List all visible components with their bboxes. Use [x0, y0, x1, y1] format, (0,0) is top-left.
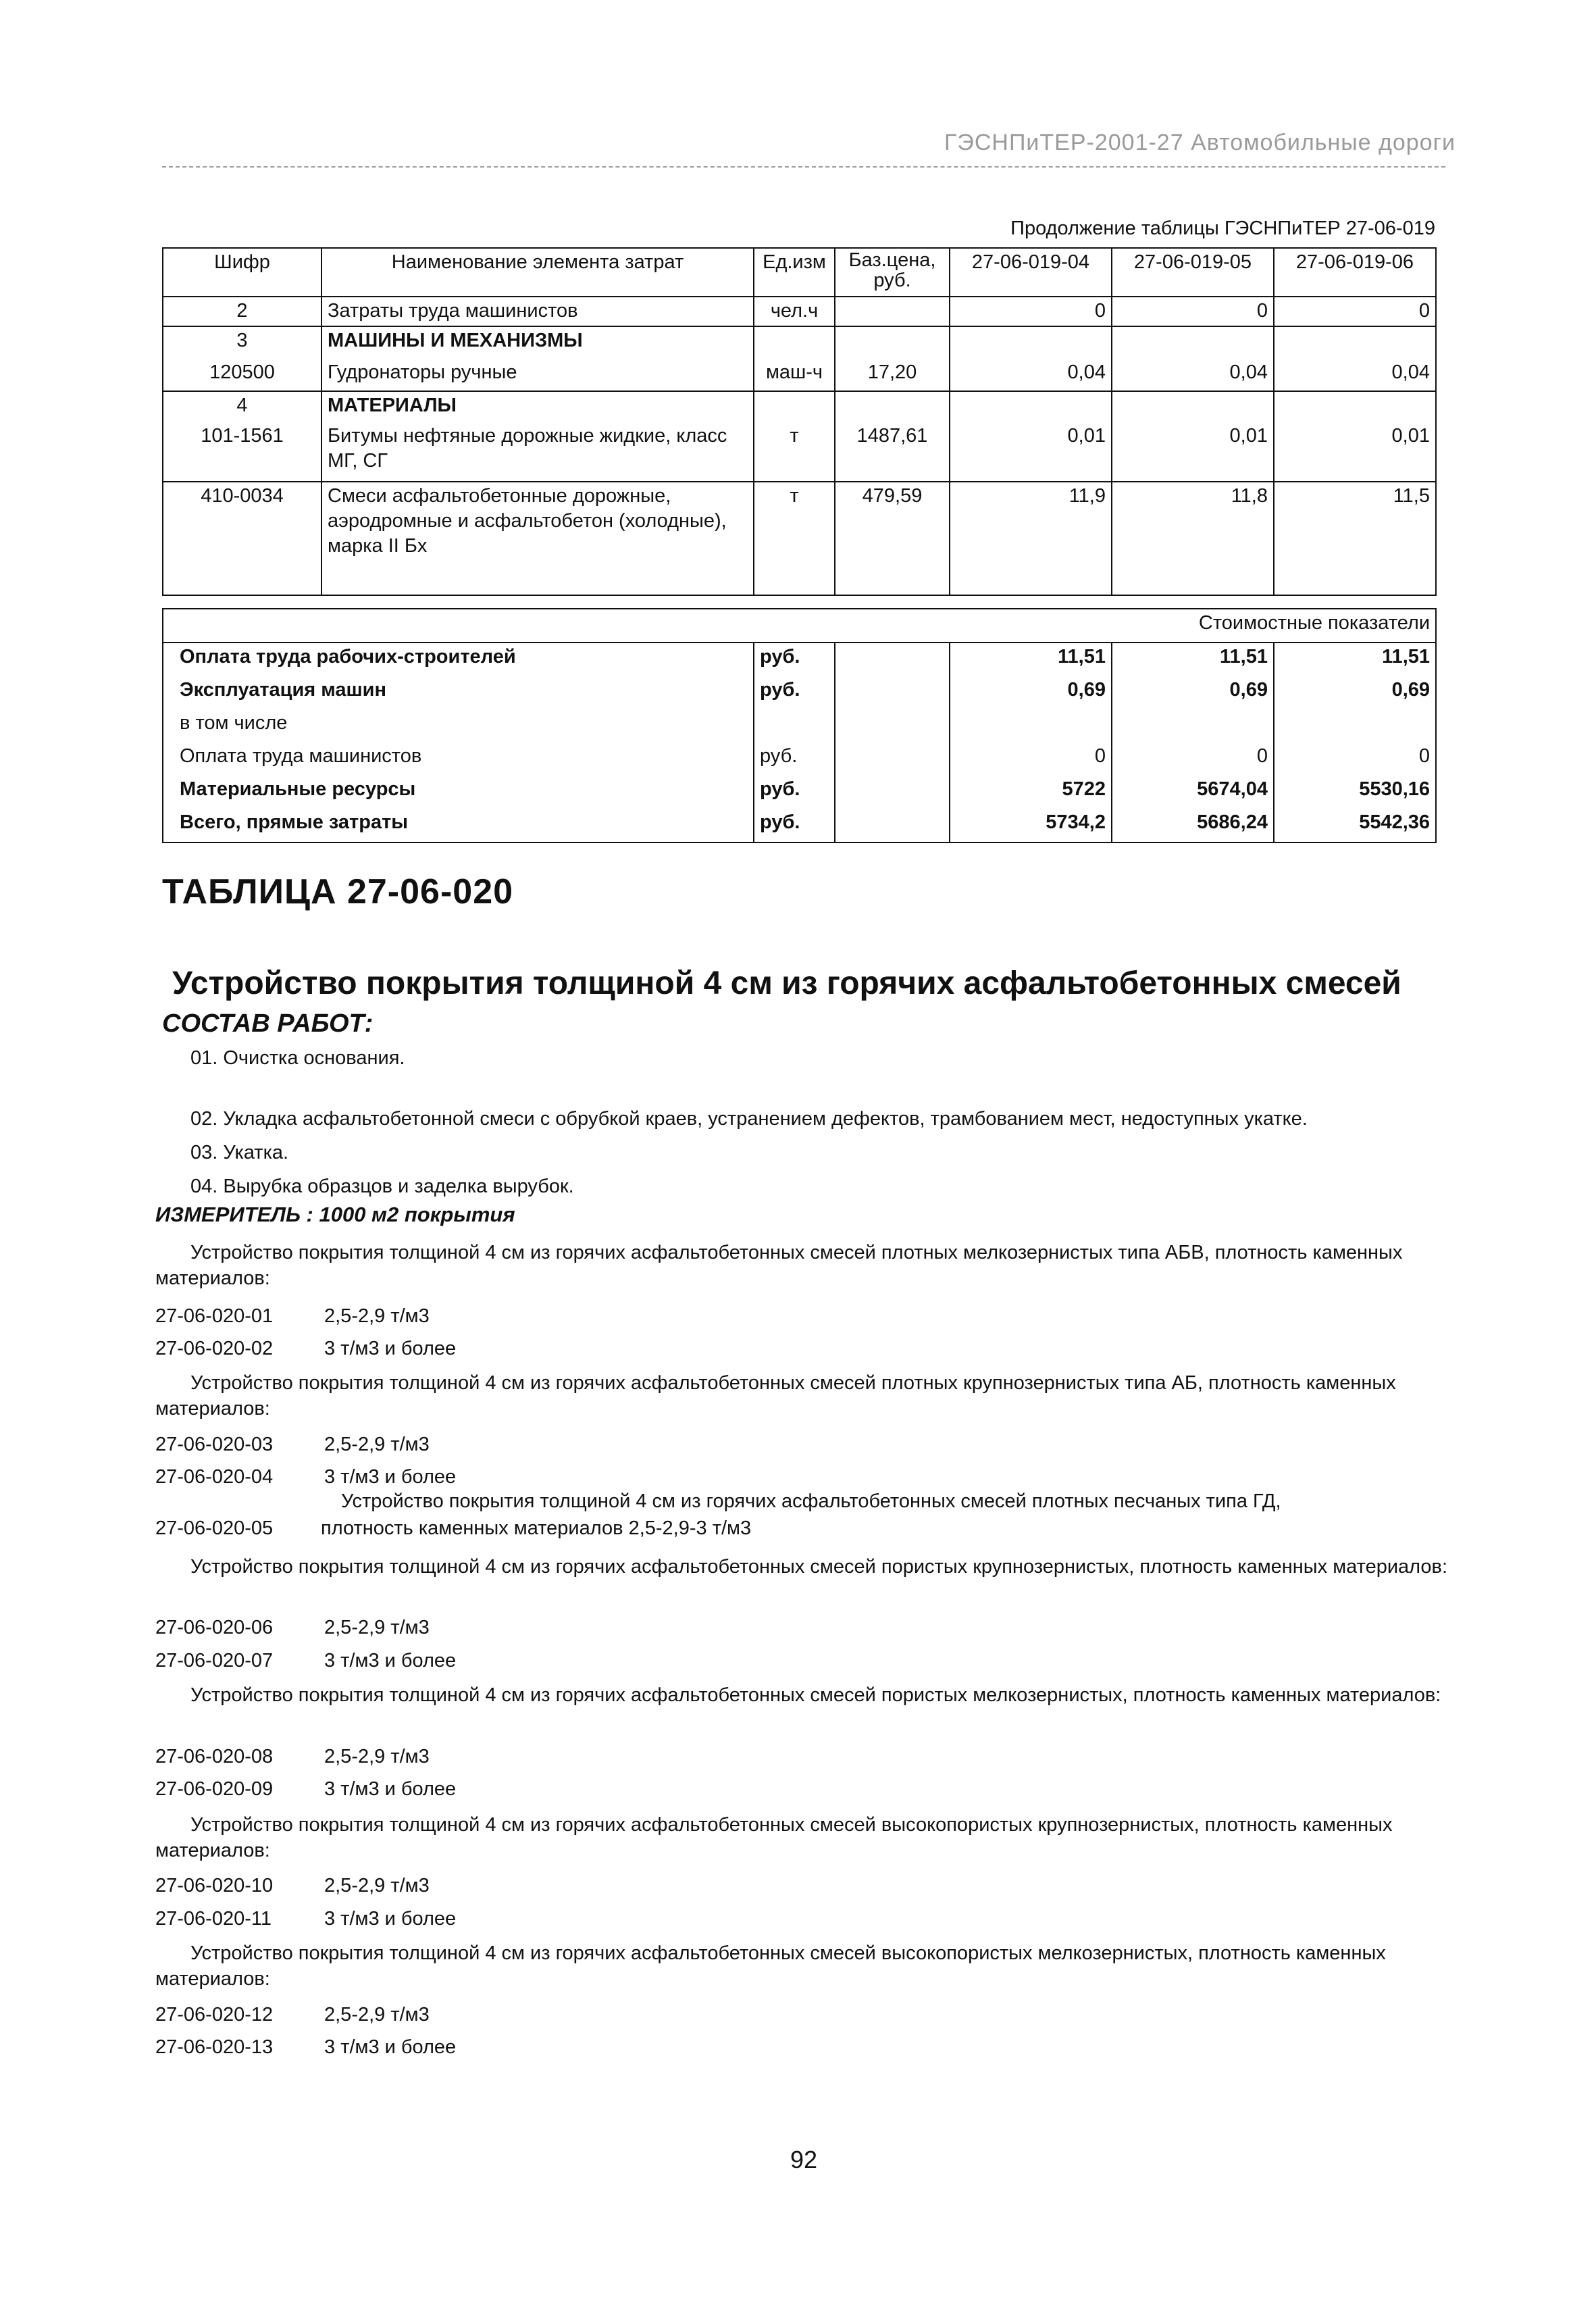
work-item: 01. Очистка основания. [190, 1047, 405, 1069]
row-code: 4 [163, 391, 321, 422]
item-code: 27-06-020-08 [155, 1746, 274, 1767]
row-name: Гудронаторы ручные [321, 359, 754, 391]
inline-description: Устройство покрытия толщиной 4 см из горячих асфальтобетонных смесей плотных песчаных типа ГД, [341, 1490, 1281, 1512]
row-value: 0,01 [950, 422, 1112, 482]
row-unit: маш-ч [754, 359, 835, 391]
row-value: 0,04 [1112, 359, 1274, 391]
cost-row [163, 676, 1436, 709]
cost-value: 0,69 [1112, 676, 1274, 709]
item-code: 27-06-020-09 [155, 1778, 274, 1800]
row-code: 120500 [163, 359, 321, 391]
cost-value: 5722 [950, 776, 1112, 809]
row-name: МАШИНЫ И МЕХАНИЗМЫ [321, 326, 754, 359]
row-value [950, 326, 1112, 359]
row-price [835, 391, 950, 422]
cost-value: 5530,16 [1274, 776, 1436, 809]
item-code: 27-06-020-05 [155, 1517, 274, 1539]
table-row [163, 482, 1436, 595]
cost-value: 11,51 [1274, 643, 1436, 676]
work-item: 03. Укатка. [190, 1142, 289, 1163]
table-title: ТАБЛИЦА 27-06-020 [162, 872, 514, 911]
cost-value: 0 [1274, 743, 1436, 776]
cost-value: 11,51 [1112, 643, 1274, 676]
row-price: 1487,61 [835, 422, 950, 482]
cost-value: 5542,36 [1274, 809, 1436, 842]
cost-value [1112, 709, 1274, 743]
continuation-caption: Продолжение таблицы ГЭСНПиТЕР 27-06-019 [1010, 218, 1435, 239]
row-value: 0,04 [1274, 359, 1436, 391]
row-value: 0,04 [950, 359, 1112, 391]
cost-value [950, 709, 1112, 743]
header-name: Наименование элемента затрат [321, 248, 754, 297]
row-price [835, 297, 950, 326]
cost-label: Всего, прямые затраты [163, 809, 754, 842]
inline-description: плотность каменных материалов 2,5-2,9-3 т/м3 [321, 1517, 752, 1539]
measure-unit: ИЗМЕРИТЕЛЬ : 1000 м2 покрытия [155, 1203, 515, 1226]
cost-label: Оплата труда машинистов [163, 743, 754, 776]
row-unit [754, 326, 835, 359]
row-unit: чел.ч [754, 297, 835, 326]
item-code: 27-06-020-10 [155, 1875, 274, 1896]
cost-row [163, 809, 1436, 842]
row-value [950, 391, 1112, 422]
item-code: 27-06-020-12 [155, 2004, 274, 2026]
row-code: 101-1561 [163, 422, 321, 482]
item-value: 3 т/м3 и более [324, 1466, 457, 1488]
cost-value: 0,69 [1274, 676, 1436, 709]
cost-unit: руб. [754, 743, 835, 776]
page-number: 92 [790, 2146, 818, 2173]
table-row [163, 422, 1436, 482]
row-unit: т [754, 482, 835, 595]
group-description: Устройство покрытия толщиной 4 см из горячих асфальтобетонных смесей пористых крупнозернистых, плотность каменных материалов: [190, 1556, 1447, 1578]
row-code: 2 [163, 297, 321, 326]
cost-label: в том числе [163, 709, 754, 743]
item-value: 3 т/м3 и более [324, 1338, 457, 1359]
cost-value: 0,69 [950, 676, 1112, 709]
item-value: 2,5-2,9 т/м3 [324, 1746, 430, 1767]
header-unit: Ед.изм [754, 248, 835, 297]
row-value: 11,5 [1274, 482, 1436, 595]
cost-value: 0 [950, 743, 1112, 776]
item-value: 3 т/м3 и более [324, 1778, 457, 1800]
cost-value: 5686,24 [1112, 809, 1274, 842]
cost-value: 5674,04 [1112, 776, 1274, 809]
item-code: 27-06-020-07 [155, 1650, 274, 1671]
cost-label: Оплата труда рабочих-строителей [163, 643, 754, 676]
row-value [1274, 326, 1436, 359]
row-price: 17,20 [835, 359, 950, 391]
cost-unit: руб. [754, 776, 835, 809]
row-value: 0 [1274, 297, 1436, 326]
item-code: 27-06-020-06 [155, 1617, 274, 1638]
item-code: 27-06-020-02 [155, 1338, 274, 1359]
header-col2: 27-06-019-05 [1112, 248, 1274, 297]
item-value: 3 т/м3 и более [324, 2036, 457, 2058]
row-name: Затраты труда машинистов [321, 297, 754, 326]
row-name: Смеси асфальтобетонные дорожные, аэродромные и асфальтобетон (холодные), марка II Бх [321, 482, 754, 595]
work-item: 04. Вырубка образцов и заделка вырубок. [190, 1176, 574, 1197]
row-value: 11,9 [950, 482, 1112, 595]
item-code: 27-06-020-11 [155, 1908, 272, 1930]
item-code: 27-06-020-13 [155, 2036, 274, 2058]
group-description: Устройство покрытия толщиной 4 см из горячих асфальтобетонных смесей высокопористых крупнозернистых, плотность каменных материалов: [155, 1814, 1393, 1861]
cost-value: 11,51 [950, 643, 1112, 676]
row-unit: т [754, 422, 835, 482]
cost-label: Эксплуатация машин [163, 676, 754, 709]
item-value: 2,5-2,9 т/м3 [324, 1305, 430, 1327]
row-code: 410-0034 [163, 482, 321, 595]
table-row [163, 297, 1436, 326]
header-code: Шифр [163, 248, 321, 297]
row-value [1274, 391, 1436, 422]
group-description: Устройство покрытия толщиной 4 см из горячих асфальтобетонных смесей высокопористых мелкозернистых, плотность каменных материалов: [155, 1942, 1386, 1990]
item-value: 2,5-2,9 т/м3 [324, 1875, 430, 1896]
table-header-row [163, 248, 1436, 297]
row-name: Битумы нефтяные дорожные жидкие, класс МГ, СГ [321, 422, 754, 482]
section-title: Устройство покрытия толщиной 4 см из горячих асфальтобетонных смесей [172, 965, 1401, 1001]
cost-value [1274, 709, 1436, 743]
cost-table [162, 608, 1437, 843]
item-value: 2,5-2,9 т/м3 [324, 1434, 430, 1455]
item-code: 27-06-020-03 [155, 1434, 274, 1455]
cost-value: 0 [1112, 743, 1274, 776]
row-value: 11,8 [1112, 482, 1274, 595]
row-value: 0 [950, 297, 1112, 326]
cost-caption-row [163, 609, 1436, 643]
row-value [1112, 326, 1274, 359]
group-description: Устройство покрытия толщиной 4 см из горячих асфальтобетонных смесей плотных крупнозернистых типа АБ, плотность каменных материалов: [155, 1372, 1396, 1419]
item-value: 2,5-2,9 т/м3 [324, 2004, 430, 2026]
cost-row [163, 776, 1436, 809]
works-heading: СОСТАВ РАБОТ: [162, 1009, 374, 1038]
item-code: 27-06-020-01 [155, 1305, 274, 1327]
row-price [835, 326, 950, 359]
row-value: 0,01 [1274, 422, 1436, 482]
row-name: МАТЕРИАЛЫ [321, 391, 754, 422]
table-row [163, 391, 1436, 422]
header-price: Баз.цена, руб. [835, 248, 950, 297]
table-row [163, 326, 1436, 359]
cost-unit [754, 709, 835, 743]
item-value: 2,5-2,9 т/м3 [324, 1617, 430, 1638]
cost-caption: Стоимостные показатели [163, 609, 1436, 643]
row-unit [754, 391, 835, 422]
row-value: 0,01 [1112, 422, 1274, 482]
cost-row [163, 709, 1436, 743]
cost-label: Материальные ресурсы [163, 776, 754, 809]
header-rule [162, 166, 1445, 168]
header-col1: 27-06-019-04 [950, 248, 1112, 297]
cost-unit: руб. [754, 643, 835, 676]
work-item: 02. Укладка асфальтобетонной смеси с обрубкой краев, устранением дефектов, трамбованием мест, недоступных укатке. [190, 1108, 1308, 1130]
row-code: 3 [163, 326, 321, 359]
cost-unit: руб. [754, 676, 835, 709]
table-row [163, 359, 1436, 391]
row-value [1112, 391, 1274, 422]
item-code: 27-06-020-04 [155, 1466, 274, 1488]
item-value: 3 т/м3 и более [324, 1650, 457, 1671]
row-price: 479,59 [835, 482, 950, 595]
item-value: 3 т/м3 и более [324, 1908, 457, 1930]
cost-row [163, 743, 1436, 776]
row-value: 0 [1112, 297, 1274, 326]
cost-row [163, 643, 1436, 676]
cost-unit: руб. [754, 809, 835, 842]
resource-table [162, 247, 1437, 596]
header-col3: 27-06-019-06 [1274, 248, 1436, 297]
running-header: ГЭСНПиТЕР-2001-27 Автомобильные дороги [944, 130, 1456, 155]
cost-value: 5734,2 [950, 809, 1112, 842]
group-description: Устройство покрытия толщиной 4 см из горячих асфальтобетонных смесей плотных мелкозернистых типа АБВ, плотность каменных материалов: [155, 1242, 1403, 1289]
group-description: Устройство покрытия толщиной 4 см из горячих асфальтобетонных смесей пористых мелкозернистых, плотность каменных материалов: [190, 1684, 1441, 1706]
